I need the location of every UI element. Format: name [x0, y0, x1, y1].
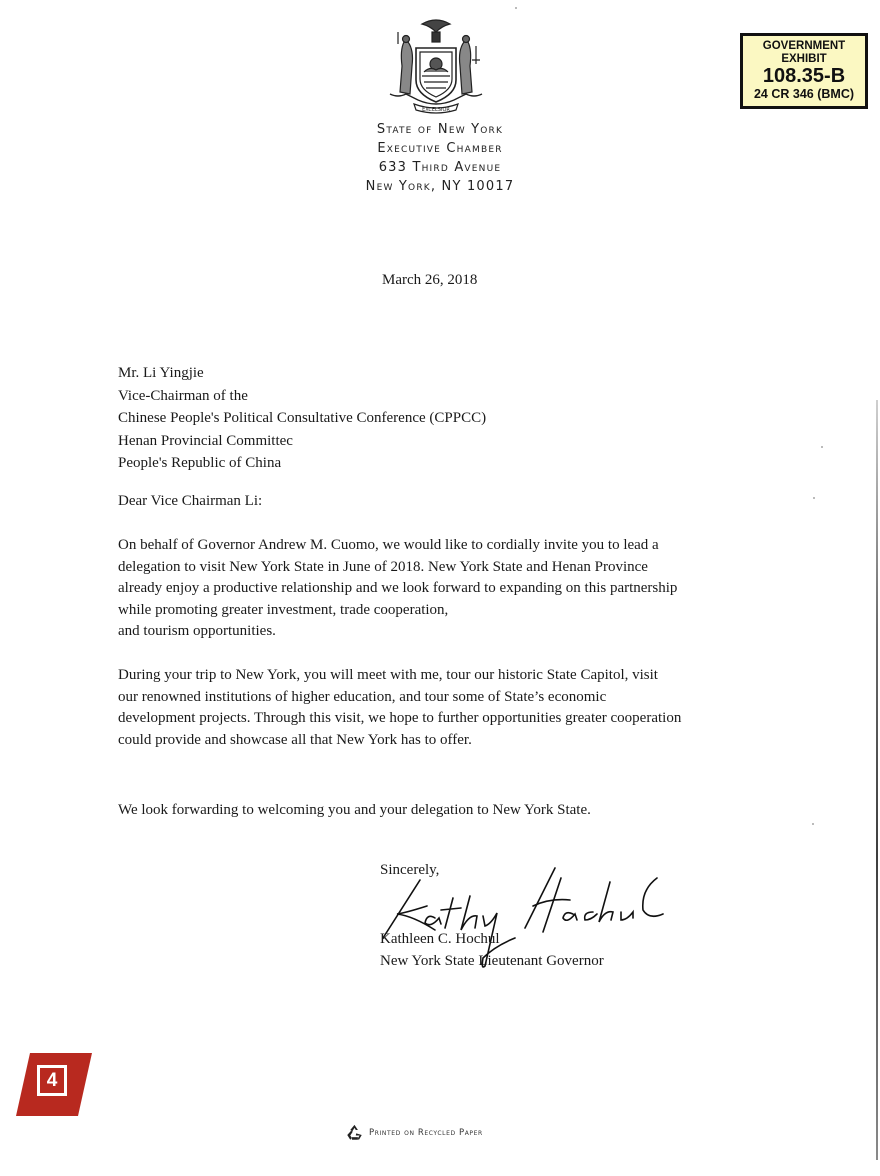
exhibit-case-number: 24 CR 346 (BMC) [753, 87, 855, 101]
government-exhibit-sticker [740, 33, 868, 109]
page-number: 4 [37, 1065, 67, 1096]
paragraph-itinerary [118, 665, 758, 751]
footer-text: Printed on Recycled Paper [369, 1127, 483, 1138]
scan-speck [813, 497, 815, 499]
paragraph-invitation [118, 535, 758, 643]
recipient-name: Mr. Li Yingjie [118, 365, 204, 381]
paragraph-line: During your trip to New York, you will meet with me, tour our historic State Capitol, visit [118, 667, 658, 683]
letterhead-line-street: 633 Third Avenue [378, 160, 502, 175]
letterhead-line-chamber: Executive Chamber [377, 141, 503, 156]
paragraph-line: our renowned institutions of higher education, and tour some of State’s economic [118, 688, 607, 705]
paragraph-line: delegation to visit New York State in June of 2018. New York State and Henan Province [118, 558, 648, 575]
exhibit-line-government: GOVERNMENT [762, 40, 846, 52]
letter-date: March 26, 2018 [382, 272, 478, 288]
scan-speck [515, 7, 517, 9]
recipient-organization: Chinese People's Political Consultative Conference (CPPCC) [118, 410, 487, 426]
new-york-state-seal-icon [384, 14, 488, 118]
signer-name: Kathleen C. Hochul [380, 931, 500, 947]
signer-title: New York State Lieutenant Governor [380, 953, 604, 969]
recycle-icon [346, 1124, 363, 1141]
paragraph-welcome: We look forwarding to welcoming you and your delegation to New York State. [118, 802, 591, 818]
recipient-committee: Henan Provincial Committec [118, 432, 293, 449]
paragraph-line: while promoting greater investment, trade cooperation, [118, 601, 449, 618]
exhibit-line-exhibit: EXHIBIT [781, 53, 827, 65]
closing: Sincerely, [380, 862, 440, 878]
letterhead-line-state: State of New York [376, 122, 504, 137]
recipient-address [118, 362, 486, 475]
recipient-title: Vice-Chairman of the [118, 387, 248, 404]
salutation: Dear Vice Chairman Li: [118, 493, 263, 509]
paragraph-line: On behalf of Governor Andrew M. Cuomo, we would like to cordially invite you to lead a [118, 537, 659, 553]
recipient-country: People's Republic of China [118, 455, 282, 471]
scan-edge-line [876, 400, 878, 1160]
paragraph-line: and tourism opportunities. [118, 623, 276, 639]
exhibit-number: 108.35-B [762, 65, 846, 87]
paragraph-line: development projects. Through this visit, we hope to further opportunities greater cooperation [118, 710, 682, 726]
signer-block [380, 928, 604, 972]
scan-speck [821, 446, 823, 448]
letterhead-line-city: New York, NY 10017 [365, 179, 515, 194]
letterhead [300, 120, 580, 196]
paragraph-line: could provide and showcase all that New York has to offer. [118, 731, 472, 748]
paragraph-line: already enjoy a productive relationship and we look forward to expanding on this partnership [118, 580, 678, 596]
footer [346, 1124, 483, 1141]
scan-speck [812, 823, 814, 825]
seal-motto: EXCELSIOR [422, 107, 450, 113]
